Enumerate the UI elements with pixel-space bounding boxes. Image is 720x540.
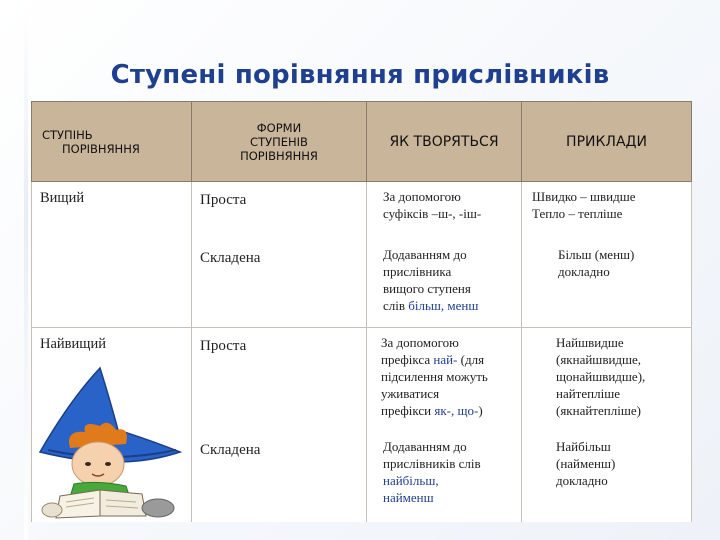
header-degree bbox=[32, 102, 192, 182]
book-right-page bbox=[100, 490, 146, 516]
eye-right bbox=[105, 462, 111, 466]
form-cell: Складена bbox=[192, 432, 367, 522]
degree-cell: Вищий bbox=[32, 182, 192, 240]
example-line: (найменш) bbox=[556, 455, 616, 471]
form-cell: Проста bbox=[192, 328, 367, 432]
example-line: Тепло – тепліше bbox=[532, 206, 623, 221]
header-degree-line: ПОРІВНЯННЯ bbox=[62, 141, 140, 156]
header-forms-line: ПОРІВНЯННЯ bbox=[240, 148, 318, 163]
header-forms bbox=[192, 102, 367, 182]
header-degree-line: СТУПІНЬ bbox=[42, 127, 93, 142]
eye-left bbox=[85, 462, 91, 466]
how-cell bbox=[367, 432, 522, 522]
how-highlight: най- bbox=[433, 352, 458, 367]
degree-cell bbox=[32, 240, 192, 328]
how-text: префікси bbox=[381, 403, 435, 418]
example-line: Більш (менш) bbox=[558, 246, 635, 262]
header-examples: ПРИКЛАДИ bbox=[522, 102, 692, 182]
how-line bbox=[383, 297, 513, 314]
how-text: слів bbox=[383, 297, 409, 313]
header-forms-line: СТУПЕНІВ bbox=[250, 134, 308, 149]
example-line: (якнайшвидше, bbox=[556, 352, 642, 367]
how-line bbox=[381, 402, 513, 419]
how-highlight: найбільш, bbox=[383, 472, 439, 488]
how-line: суфіксів –ш-, -іш- bbox=[383, 206, 482, 221]
examples-cell bbox=[522, 182, 692, 240]
example-line: Найшвидше bbox=[556, 335, 624, 350]
examples-cell bbox=[522, 328, 692, 432]
how-text: ) bbox=[478, 403, 483, 418]
examples-cell bbox=[522, 240, 692, 328]
example-line: докладно bbox=[558, 263, 610, 279]
header-forms-line: ФОРМИ bbox=[256, 120, 302, 135]
how-text: префікса bbox=[381, 352, 434, 367]
how-cell bbox=[367, 240, 522, 328]
how-line: За допомогою bbox=[381, 335, 459, 350]
how-cell bbox=[367, 182, 522, 240]
how-line: За допомогою bbox=[383, 189, 461, 204]
form-cell: Проста bbox=[192, 182, 367, 240]
how-line: прислівників слів bbox=[383, 455, 481, 471]
how-line bbox=[381, 351, 513, 368]
how-line: прислівника bbox=[383, 263, 452, 279]
book-left-page bbox=[56, 490, 100, 518]
example-line: (якнайтепліше) bbox=[556, 403, 641, 418]
degree-cell: Найвищий bbox=[32, 328, 192, 432]
example-line: найтепліше bbox=[556, 386, 620, 401]
how-line: Додаванням до bbox=[383, 438, 467, 454]
face-shape bbox=[72, 442, 124, 486]
form-cell: Складена bbox=[192, 240, 367, 328]
boot-shape bbox=[142, 499, 174, 517]
examples-cell bbox=[522, 432, 692, 522]
example-line: щонайшвидше), bbox=[556, 369, 646, 384]
example-line: Швидко – швидше bbox=[532, 189, 636, 204]
how-highlight: більш, менш bbox=[408, 297, 479, 313]
how-line: уживатися bbox=[381, 386, 440, 401]
how-cell bbox=[367, 328, 522, 432]
how-line: вищого ступеня bbox=[383, 280, 471, 296]
how-line: Додаванням до bbox=[383, 246, 467, 262]
example-line: Найбільш bbox=[556, 438, 611, 454]
page-title: Ступені порівняння прислівників bbox=[110, 60, 610, 90]
example-line: докладно bbox=[556, 472, 608, 488]
sleeve-shape bbox=[42, 503, 62, 517]
how-line: підсилення можуть bbox=[381, 369, 488, 384]
gnome-reading-illustration bbox=[30, 360, 195, 520]
how-highlight: як-, що- bbox=[434, 403, 479, 418]
how-highlight: найменш bbox=[383, 489, 434, 505]
how-text: (для bbox=[457, 352, 485, 367]
header-how: ЯК ТВОРЯТЬСЯ bbox=[367, 102, 522, 182]
